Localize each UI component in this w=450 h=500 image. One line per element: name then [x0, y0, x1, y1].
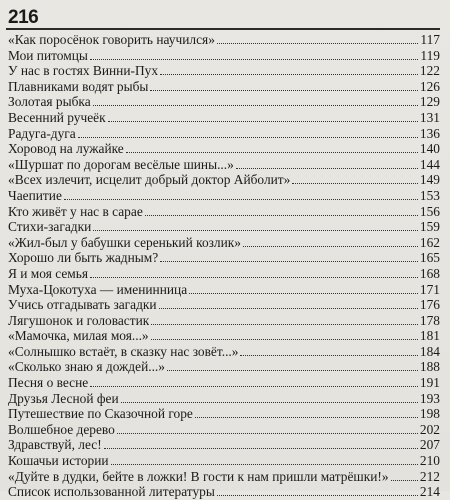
toc-entry-title: Хорошо ли быть жадным?	[8, 250, 159, 266]
dot-leader	[104, 448, 418, 449]
toc-entry	[6, 94, 440, 110]
toc-entry-page: 178	[419, 312, 440, 328]
dot-leader	[90, 277, 418, 278]
toc-entry-page: 159	[419, 219, 440, 235]
toc-entry-title: «Сколько знаю я дождей...»	[8, 359, 165, 375]
toc-entry-title: Песня о весне	[8, 375, 89, 391]
toc-entry	[6, 219, 440, 235]
dot-leader	[151, 324, 418, 325]
toc-entry-page: 168	[419, 265, 440, 281]
toc-entry	[6, 344, 440, 360]
toc-entry-title: Хоровод на лужайке	[8, 141, 124, 157]
toc-entry-page: 156	[419, 203, 440, 219]
toc-entry	[6, 235, 440, 251]
toc-entry-page: 129	[419, 94, 440, 110]
page-number: 216	[8, 7, 39, 28]
toc-entry-page: 119	[420, 47, 440, 63]
toc-entry-title: Плавниками водят рыбы	[8, 78, 149, 94]
dot-leader	[236, 168, 418, 169]
toc-entry-page: 202	[419, 421, 440, 437]
dot-leader	[391, 480, 418, 481]
toc-entry-title: Здравствуй, лес!	[8, 437, 102, 453]
toc-entry	[6, 437, 440, 453]
toc-entry-page: 153	[419, 187, 440, 203]
toc-entry	[6, 391, 440, 407]
dot-leader	[189, 293, 418, 294]
toc-entry-title: Лягушонок и головастик	[8, 312, 150, 328]
toc-entry-page: 184	[419, 343, 440, 359]
dot-leader	[64, 199, 418, 200]
dot-leader	[121, 402, 418, 403]
toc-entry-title: «Как поросёнок говорить научился»	[8, 32, 215, 47]
toc-entry-title: Волшебное дерево	[8, 421, 115, 437]
toc-entry	[6, 110, 440, 126]
toc-entry-title: «Шуршат по дорогам весёлые шины...»	[8, 156, 234, 172]
dot-leader	[90, 386, 418, 387]
toc-entry	[6, 313, 440, 329]
dot-leader	[93, 230, 418, 231]
toc-entry-page: 193	[419, 390, 440, 406]
toc-entry-title: Мои питомцы	[8, 47, 88, 63]
dot-leader	[108, 121, 418, 122]
dot-leader	[145, 215, 418, 216]
toc-entry-title: Список использованной литературы	[8, 484, 215, 500]
toc-entry-page: 165	[419, 250, 440, 266]
toc-entry-page: 191	[419, 375, 440, 391]
table-of-contents	[6, 32, 440, 500]
toc-entry-page: 126	[419, 78, 440, 94]
toc-entry-title: «Жил-был у бабушки серенький козлик»	[8, 234, 241, 250]
toc-entry	[6, 157, 440, 173]
toc-entry-page: 171	[419, 281, 440, 297]
toc-entry	[6, 250, 440, 266]
dot-leader	[217, 43, 419, 44]
toc-entry-title: Учись отгадывать загадки	[8, 297, 157, 313]
toc-entry-page: 131	[419, 109, 440, 125]
toc-entry-title: Чаепитие	[8, 187, 62, 203]
toc-entry-title: Я и моя семья	[8, 265, 89, 281]
toc-entry-title: Весенний ручеёк	[8, 109, 106, 125]
toc-entry-title: Муха-Цокотуха — именинница	[8, 281, 188, 297]
toc-entry-title: Друзья Лесной феи	[8, 390, 119, 406]
toc-entry	[6, 297, 440, 313]
dot-leader	[159, 308, 418, 309]
toc-entry-page: 162	[419, 234, 440, 250]
toc-entry	[6, 172, 440, 188]
dot-leader	[111, 464, 418, 465]
toc-entry-title: «Дуйте в дудки, бейте в ложки! В гости к нам пришли матрёшки!»	[8, 468, 389, 484]
toc-entry	[6, 422, 440, 438]
toc-entry-title: Кто живёт у нас в сарае	[8, 203, 143, 219]
toc-entry	[6, 79, 440, 95]
toc-entry	[6, 406, 440, 422]
toc-entry-title: Золотая рыбка	[8, 94, 91, 110]
toc-entry	[6, 141, 440, 157]
toc-entry-page: 207	[419, 437, 440, 453]
toc-entry-page: 140	[419, 141, 440, 157]
toc-entry	[6, 469, 440, 485]
toc-entry-page: 210	[419, 453, 440, 469]
toc-entry-page: 149	[419, 172, 440, 188]
toc-entry-page: 198	[419, 406, 440, 422]
toc-entry	[6, 282, 440, 298]
toc-entry-page: 188	[419, 359, 440, 375]
toc-entry	[6, 266, 440, 282]
dot-leader	[160, 261, 418, 262]
toc-entry-page: 122	[419, 63, 440, 79]
dot-leader	[167, 370, 418, 371]
dot-leader	[195, 417, 418, 418]
toc-entry-page: 136	[419, 125, 440, 141]
dot-leader	[93, 105, 418, 106]
dot-leader	[78, 137, 418, 138]
toc-entry	[6, 359, 440, 375]
toc-entry-page: 144	[419, 156, 440, 172]
toc-entry-title: «Мамочка, милая моя...»	[8, 328, 149, 344]
toc-entry-title: «Солнышко встаёт, в сказку нас зовёт...»	[8, 343, 239, 359]
toc-entry-title: У нас в гостях Винни-Пух	[8, 63, 159, 79]
toc-entry-page: 181	[419, 328, 440, 344]
toc-entry	[6, 453, 440, 469]
toc-entry-title: «Всех излечит, исцелит добрый доктор Айболит»	[8, 172, 291, 188]
dot-leader	[117, 433, 418, 434]
toc-entry	[6, 204, 440, 220]
toc-entry-page: 176	[419, 297, 440, 313]
dot-leader	[151, 339, 418, 340]
toc-entry-page: 212	[419, 468, 440, 484]
page-header	[6, 4, 440, 30]
toc-entry-title: Радуга-дуга	[8, 125, 76, 141]
dot-leader	[160, 74, 418, 75]
toc-entry	[6, 48, 440, 64]
toc-entry-title: Кошачьи истории	[8, 453, 109, 469]
toc-entry-title: Стихи-загадки	[8, 219, 92, 235]
toc-entry	[6, 375, 440, 391]
dot-leader	[292, 183, 418, 184]
dot-leader	[243, 246, 418, 247]
toc-entry-page: 117	[420, 32, 440, 47]
toc-entry	[6, 188, 440, 204]
dot-leader	[126, 152, 418, 153]
toc-entry-title: Путешествие по Сказочной горе	[8, 406, 193, 422]
toc-entry	[6, 484, 440, 500]
toc-entry	[6, 126, 440, 142]
toc-entry-page: 214	[419, 484, 440, 500]
toc-entry	[6, 63, 440, 79]
toc-entry	[6, 32, 440, 48]
dot-leader	[90, 59, 419, 60]
dot-leader	[217, 495, 418, 496]
toc-entry	[6, 328, 440, 344]
dot-leader	[150, 90, 418, 91]
dot-leader	[240, 355, 417, 356]
